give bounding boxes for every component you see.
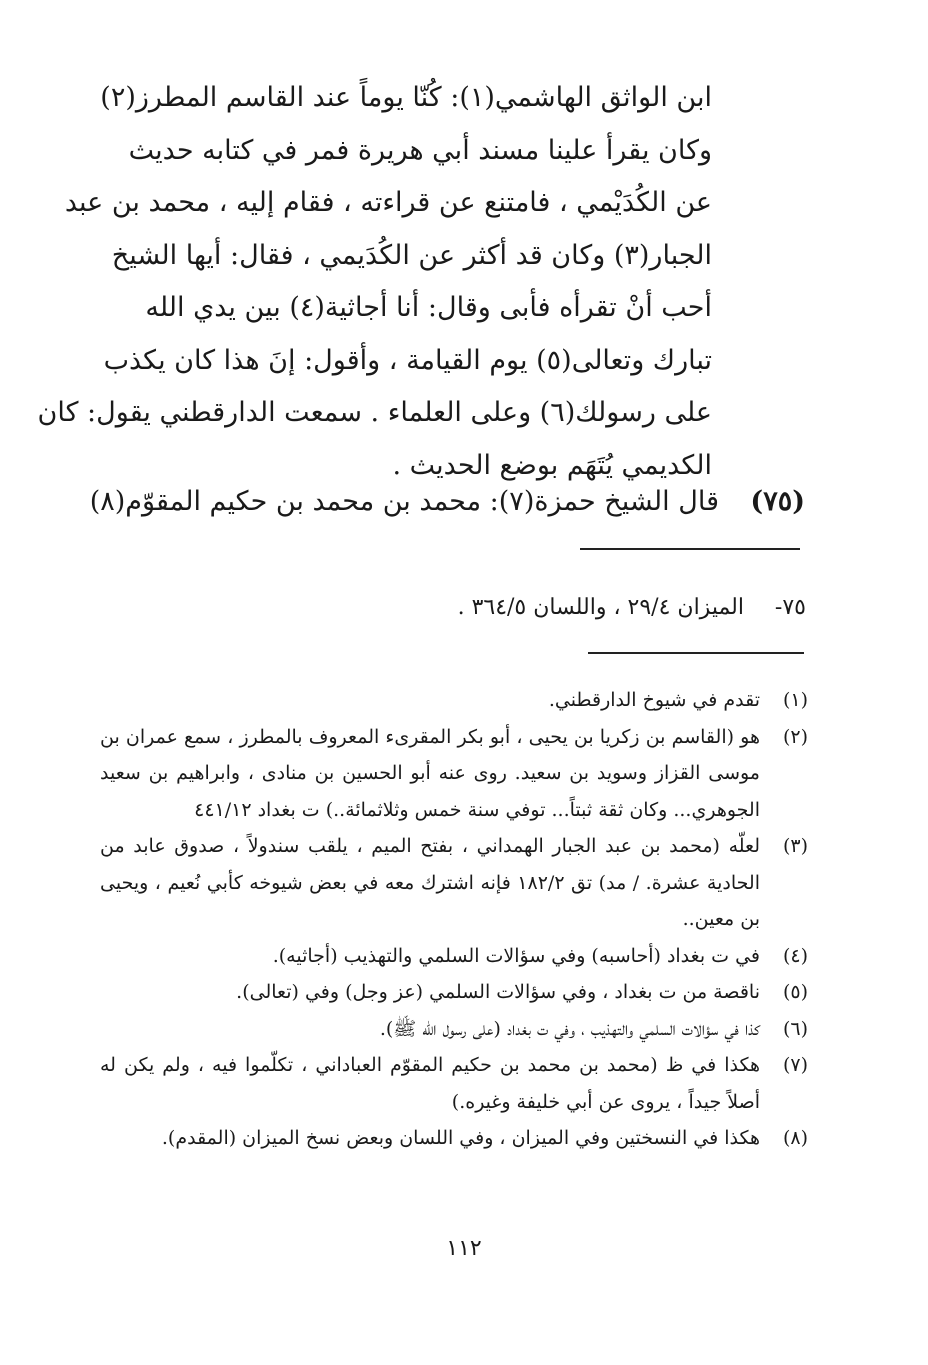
footnote-text: كذا في سؤالات السلمي والتهذيب ، وفي ت بغداد (على رسول الله ﷺ). xyxy=(379,1017,760,1040)
footnote xyxy=(100,719,808,829)
divider-line xyxy=(580,548,800,550)
footnote-number: (٥) xyxy=(782,981,808,1003)
footnote-text: في ت بغداد (أحاسبه) وفي سؤالات السلمي والتهذيب (أجاثيه). xyxy=(272,944,760,967)
footnote-number: (٦) xyxy=(782,1017,808,1040)
main-text-line: تبارك وتعالى(٥) يوم القيامة ، وأقول: إنَ هذا كان يكذب xyxy=(103,344,712,376)
footnote xyxy=(100,1011,808,1048)
footnote xyxy=(100,682,808,719)
footnote-text: هو (القاسم بن زكريا بن يحيى ، أبو بكر المقرىء المعروف بالمطرز ، سمع عمران بن موسى القزاز وسويد بن سعيد. روى عنه أبو الحسين بن منادى ، وابراهيم بن سعيد الجوهري... وكان ثقة ثبتاً... توفي سنة خمس وثلاثمائة..) ت بغداد ٤٤١/١٢ xyxy=(100,725,760,821)
footnote-number: (٨) xyxy=(782,1127,808,1149)
page-number: ١١٢ xyxy=(446,1236,482,1261)
footnotes-list xyxy=(100,682,808,1157)
footnote xyxy=(100,1120,808,1157)
footnote-number: (١) xyxy=(782,689,808,711)
main-text-line: على رسولك(٦) وعلى العلماء . سمعت الدارقطني يقول: كان xyxy=(37,397,712,428)
footnote-number: (٣) xyxy=(782,835,808,857)
divider-line xyxy=(588,652,804,654)
entry-heading xyxy=(89,476,805,528)
footnote-number: (٤) xyxy=(782,944,808,967)
footnote-number: (٧) xyxy=(782,1054,808,1076)
footnote xyxy=(100,974,808,1011)
source-note xyxy=(100,588,806,628)
footnote-text: هكذا في ظ (محمد بن محمد بن حكيم المقوّم العباداني ، تكلّموا فيه ، ولم يكن له أصلاً جيداً ، يروى عن أبي خليفة وغيره.) xyxy=(100,1054,760,1113)
footnote xyxy=(100,828,808,938)
main-text-line: الكديمي يُتَهَم بوضع الحديث . xyxy=(392,449,712,481)
source-note-text: الميزان ٢٩/٤ ، واللسان ٣٦٤/٥ . xyxy=(457,595,744,620)
main-text-block xyxy=(37,72,712,492)
footnote-number: (٢) xyxy=(782,725,808,748)
entry-number: (٧٥) xyxy=(750,486,805,517)
footnote-text: ناقصة من ت بغداد ، وفي سؤالات السلمي (عز وجل) وفي (تعالى). xyxy=(236,981,760,1003)
footnote-text: هكذا في النسختين وفي الميزان ، وفي اللسان وبعض نسخ الميزان (المقدم). xyxy=(161,1127,760,1149)
main-text-line: عن الكُدَيْمي ، فامتنع عن قراءته ، فقام إليه ، محمد بن عبد xyxy=(64,187,712,218)
footnote-text: تقدم في شيوخ الدارقطني. xyxy=(548,689,760,711)
footnote xyxy=(100,938,808,975)
main-text-line: أحب أنْ تقرأه فأبى وقال: أنا أجاثية(٤) بين يدي الله xyxy=(145,292,712,323)
footnote xyxy=(100,1047,808,1120)
main-text-line: الجبار(٣) وكان قد أكثر عن الكُدَيمي ، فقال: أيها الشيخ xyxy=(111,239,712,271)
footnote-text: لعلّه (محمد بن عبد الجبار الهمداني ، بفتح الميم ، يلقب سندولاً ، صدوق عابد من الحادية عشرة. / مد) تق ١٨٢/٢ فإنه اشترك معه في بعض شيوخه كأبي نُعيم ، ويحيى بن معين.. xyxy=(100,835,760,930)
main-text-line: وكان يقرأ علينا مسند أبي هريرة فمر في كتابه حديث xyxy=(128,134,712,166)
entry-text: قال الشيخ حمزة(٧): محمد بن محمد بن حكيم المقوّم(٨) xyxy=(89,486,719,517)
source-note-number: ٧٥- xyxy=(774,595,806,620)
main-text-line: ابن الواثق الهاشمي(١): كُنّا يوماً عند القاسم المطرز(٢) xyxy=(100,82,712,113)
